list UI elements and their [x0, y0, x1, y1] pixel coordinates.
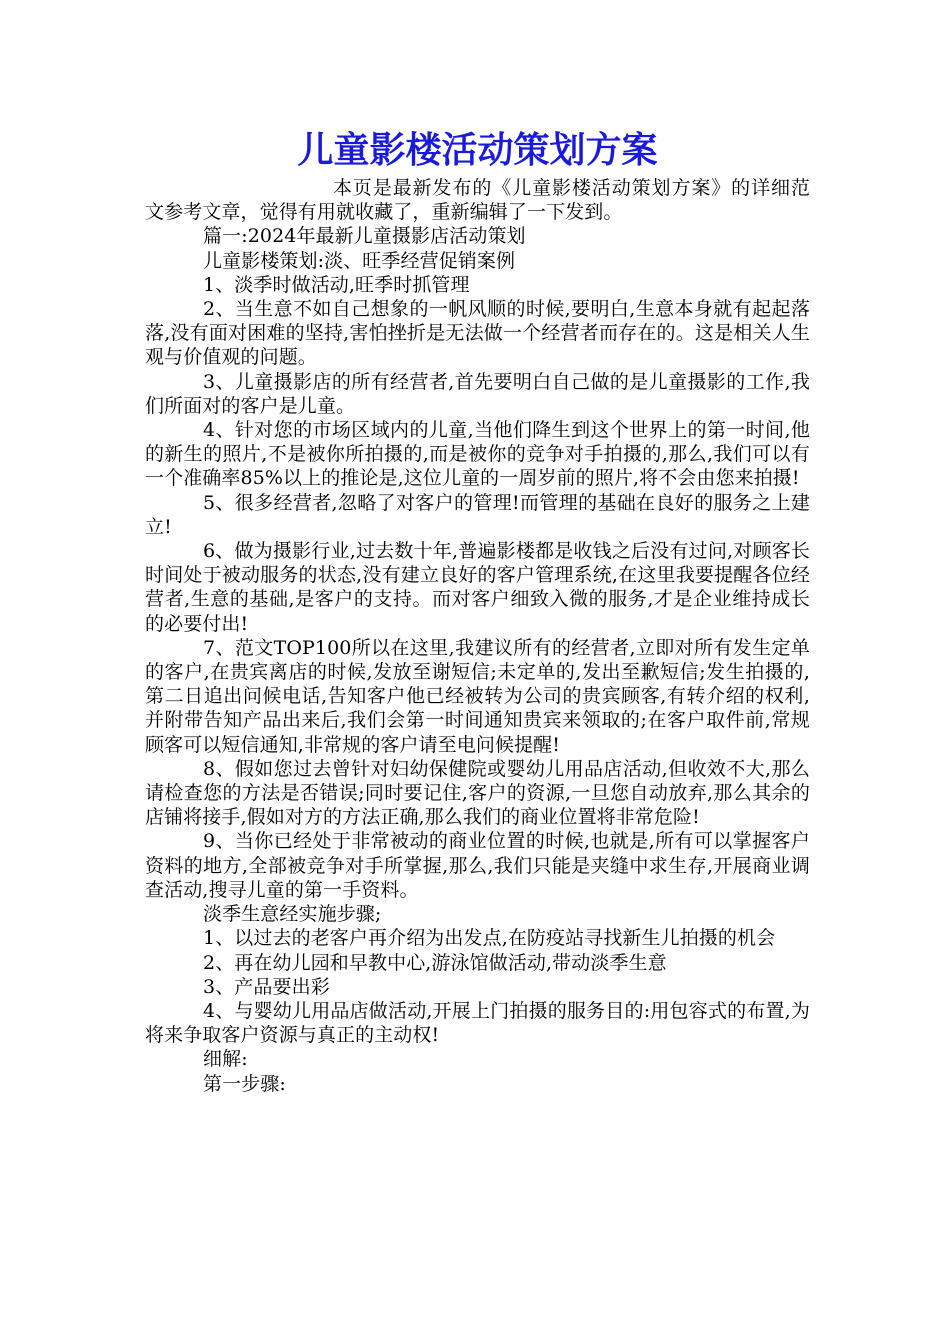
intro-paragraph: 本页是最新发布的《儿童影楼活动策划方案》的详细范文参考文章，觉得有用就收藏了，重新编辑了一下发到。: [145, 177, 810, 224]
paragraph-step-2: 2、再在幼儿园和早教中心,游泳馆做活动,带动淡季生意: [203, 951, 667, 974]
paragraph-item-4: 4、针对您的市场区域内的儿童,当他们降生到这个世界上的第一时间,他的新生的照片,不是被你所拍摄的,而是被你的竞争对手拍摄的,那么,我们可以有一个准确率85%以上的推论是,这位儿童的一周岁前的照片,将不会由您来拍摄!: [145, 419, 810, 490]
paragraph-item-8: 8、假如您过去曾针对妇幼保健院或婴幼儿用品店活动,但收效不大,那么请检查您的方法是否错误;同时要记住,客户的资源,一旦您自动放弃,那么其余的店铺将接手,假如对方的方法正确,那么我们的商业位置将非常危险!: [145, 757, 810, 829]
paragraph-item-3: 3、儿童摄影店的所有经营者,首先要明白自己做的是儿童摄影的工作,我们所面对的客户是儿童。: [145, 370, 810, 417]
paragraph-section-heading: 篇一:2024年最新儿童摄影店活动策划: [203, 225, 526, 248]
paragraph-item-1: 1、淡季时做活动,旺季时抓管理: [203, 273, 470, 296]
document-body: [145, 176, 810, 1096]
paragraph-step-3: 3、产品要出彩: [203, 975, 330, 998]
document-title: 儿童影楼活动策划方案: [297, 129, 658, 171]
paragraph-step-1: 1、以过去的老客户再介绍为出发点,在防疫站寻找新生儿拍摄的机会: [203, 927, 776, 950]
paragraph-item-2: 2、当生意不如自己想象的一帆风顺的时候,要明白,生意本身就有起起落落,没有面对困难的坚持,害怕挫折是无法做一个经营者而存在的。这是相关人生观与价值观的问题。: [145, 298, 810, 369]
paragraph-item-7: 7、范文TOP100所以在这里,我建议所有的经营者,立即对所有发生定单的客户,在贵宾离店的时候,发放至谢短信;未定单的,发出至歉短信;发生拍摄的,第二日追出问候电话,告知客户他已经被转为公司的贵宾顾客,有转介绍的权利,并附带告知产品出来后,我们会第一时间通知贵宾来领取的;在客户取件前,常规顾客可以短信通知,非常规的客户请至电问候提醒!: [145, 636, 810, 756]
document-page: [145, 122, 810, 1096]
paragraph-steps-heading: 淡季生意经实施步骤;: [203, 903, 382, 926]
paragraph-step-4: 4、与婴幼儿用品店做活动,开展上门拍摄的服务目的:用包容式的布置,为将来争取客户资源与真正的主动权!: [145, 999, 810, 1047]
paragraph-details-label: 细解:: [203, 1048, 248, 1071]
paragraph-item-5: 5、很多经营者,忽略了对客户的管理!而管理的基础在良好的服务之上建立!: [145, 491, 810, 538]
paragraph-first-step: 第一步骤:: [203, 1072, 286, 1095]
paragraph-item-9: 9、当你已经处于非常被动的商业位置的时候,也就是,所有可以掌握客户资料的地方,全部被竞争对手所掌握,那么,我们只能是夹缝中求生存,开展商业调查活动,搜寻儿童的第一手资料。: [145, 830, 810, 901]
paragraph-item-6: 6、做为摄影行业,过去数十年,普遍影楼都是收钱之后没有过问,对顾客长时间处于被动服务的状态,没有建立良好的客户管理系统,在这里我要提醒各位经营者,生意的基础,是客户的支持。而对客户细致入微的服务,才是企业维持成长的必要付出!: [145, 540, 810, 635]
paragraph-subheading: 儿童影楼策划:淡、旺季经营促销案例: [203, 249, 516, 272]
